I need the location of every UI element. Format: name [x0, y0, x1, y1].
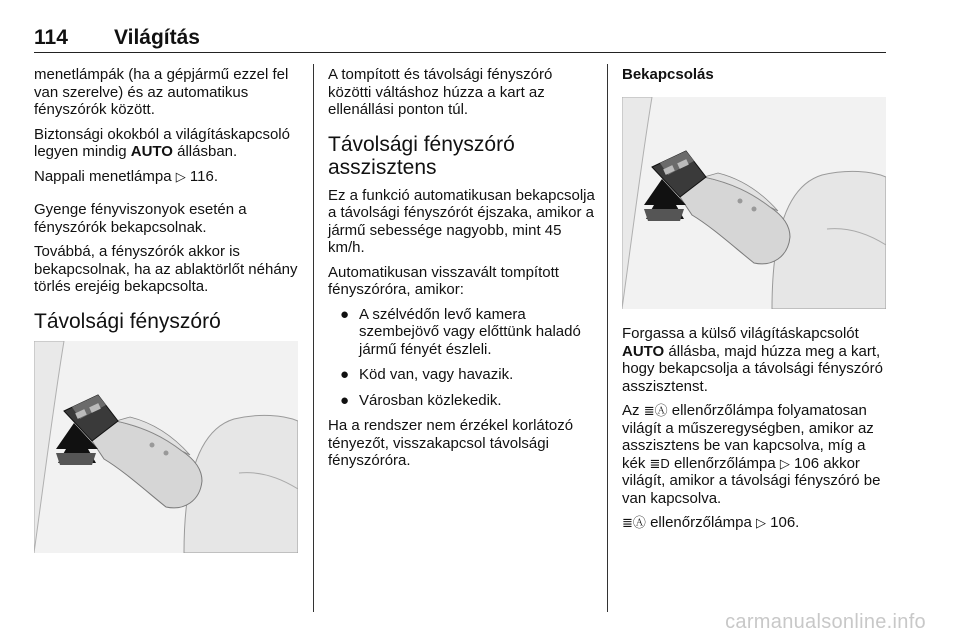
list-item	[328, 392, 596, 410]
paragraph	[34, 126, 298, 161]
subsection-heading: Bekapcsolás	[622, 66, 714, 83]
text: állásba, majd húzza meg a kart, hogy bekapcsolja a távolsági fényszóró asszisztenst.	[622, 342, 883, 395]
list-item-text: A szélvédőn levő kamera szembejövő vagy előttünk haladó jármű fényét észleli.	[359, 305, 581, 358]
paragraph: Továbbá, a fényszórók akkor is bekapcsolnak, ha az ablaktörlőt néhány törlés erejéig bekapcsolta.	[34, 243, 298, 295]
text: állásban.	[172, 143, 238, 160]
bullet-list	[328, 306, 596, 410]
page-number: 114	[34, 26, 68, 49]
page-ref-link[interactable]: 106.	[770, 514, 800, 531]
auto-label: AUTO	[622, 342, 665, 360]
page-title: Világítás	[114, 26, 200, 49]
column-3	[622, 66, 888, 539]
paragraph: Ez a funkció automatikusan bekapcsolja a távolsági fényszórót éjszaka, amikor a jármű sebessége nagyobb, mint 45 km/h.	[328, 186, 595, 256]
paragraph	[622, 514, 888, 532]
list-item	[328, 366, 596, 384]
text: Nappali menetlámpa	[34, 167, 176, 185]
list-item-text: Városban közlekedik.	[359, 391, 502, 409]
section-heading: Távolsági fényszóró asszisztens	[328, 132, 515, 179]
auto-label: AUTO	[130, 143, 173, 160]
paragraph	[622, 402, 888, 507]
bullet-icon: ●	[340, 391, 350, 409]
high-beam-assist-indicator-icon: ≣Ⓐ	[643, 403, 668, 418]
paragraph: Ha a rendszer nem érzékel korlátozó tényezőt, visszakapcsol távolsági fényszóróra.	[328, 417, 574, 469]
text: 106 akkor világít, amikor a távolsági fényszóró be van kapcsolva.	[622, 454, 881, 507]
text: Biztonsági okokból a világításkapcsoló legyen mindig	[34, 125, 290, 160]
high-beam-indicator-icon: ≣D	[649, 455, 670, 471]
section-heading: Távolsági fényszóró	[34, 309, 221, 333]
column-divider	[313, 64, 314, 612]
paragraph: A tompított és távolsági fényszóró közötti váltáshoz húzza a kart az ellenállási ponton túl.	[328, 66, 553, 118]
watermark: carmanualsonline.info	[725, 611, 926, 633]
paragraph: Gyenge fényviszonyok esetén a fényszórók bekapcsolnak.	[34, 201, 247, 236]
paragraph: Automatikusan visszavált tompított fényszóróra, amikor:	[328, 263, 559, 298]
text: ellenőrzőlámpa	[669, 454, 780, 472]
page-ref-link[interactable]: 116.	[189, 167, 219, 185]
column-2	[328, 66, 596, 477]
text: ellenőrzőlámpa	[645, 514, 756, 531]
page-ref-arrow-icon: ▷	[175, 168, 186, 184]
page-header	[34, 26, 886, 53]
text: Forgassa a külső világításkapcsolót	[622, 325, 859, 342]
high-beam-assist-indicator-icon: ≣Ⓐ	[622, 515, 646, 530]
bullet-icon: ●	[340, 305, 350, 323]
text: Az	[622, 402, 644, 419]
headlight-stalk-illustration	[622, 97, 886, 309]
bullet-icon: ●	[340, 366, 350, 383]
list-item	[328, 306, 596, 359]
text: ellenőrzőlámpa folyamatosan világít a műszeregységben, amikor az asszisztens be van kapcsolva, míg a kék	[622, 402, 874, 472]
column-divider	[607, 64, 608, 612]
column-1	[34, 66, 298, 553]
paragraph	[34, 168, 298, 186]
paragraph: menetlámpák (ha a gépjármű ezzel fel van szerelve) és az automatikus fényszórók között.	[34, 66, 289, 118]
page-ref-arrow-icon: ▷	[779, 455, 790, 471]
page-ref-arrow-icon: ▷	[755, 515, 766, 530]
list-item-text: Köd van, vagy havazik.	[359, 366, 514, 383]
headlight-stalk-illustration	[34, 341, 298, 553]
paragraph	[622, 325, 888, 395]
